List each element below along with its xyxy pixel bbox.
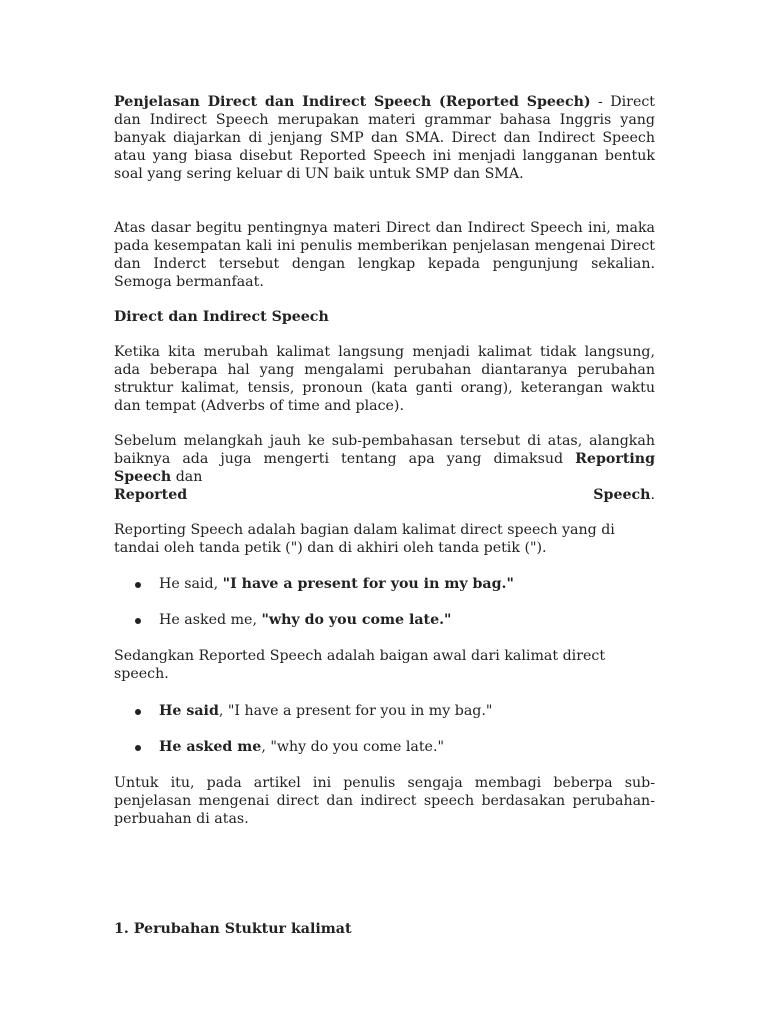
bullet-icon [135,709,141,715]
bullet-icon [135,618,141,624]
example-plain: , "I have a present for you in my bag." [218,703,493,719]
example-plain: , "why do you come late." [261,739,444,755]
sebelum-text-2: dan [171,469,203,485]
reported-term-b: Speech [593,487,651,503]
sebelum-paragraph [114,432,655,504]
list-item [114,575,655,593]
section-heading-perubahan: 1. Perubahan Stuktur kalimat [114,921,352,937]
section-heading-direct-indirect: Direct dan Indirect Speech [114,309,329,325]
reporting-paragraph: Reporting Speech adalah bagian dalam kalimat direct speech yang di tandai oleh tanda petik (") dan di akhiri oleh tanda petik ("). [114,522,615,556]
example-bold: He said [159,703,219,719]
list-item [114,702,655,720]
reported-term-a: Reported [114,487,188,503]
sebelum-text-1: Sebelum melangkah jauh ke sub-pembahasan tersebut di atas, alangkah baiknya ada juga mengerti tentang apa yang dimaksud [114,433,655,467]
sedangkan-paragraph: Sedangkan Reported Speech adalah baigan awal dari kalimat direct speech. [114,648,606,682]
example-bold: "I have a present for you in my bag." [222,576,514,592]
bullet-icon [135,582,141,588]
article-body [114,93,655,938]
example-bold: "why do you come late." [261,612,452,628]
list-item [114,738,655,756]
list-item [114,611,655,629]
example-plain: He said, [159,576,223,592]
atas-dasar-paragraph: Atas dasar begitu pentingnya materi Direct dan Indirect Speech ini, maka pada kesempatan kali ini penulis memberikan penjelasan mengenai Direct dan Inderct tersebut dengan lengkap kepada pengunjung sekalian. Semoga bermanfaat. [114,220,655,290]
example-bold: He asked me [159,739,262,755]
example-plain: He asked me, [159,612,262,628]
untuk-paragraph: Untuk itu, pada artikel ini penulis sengaja membagi beberpa sub-penjelasan mengenai direct dan indirect speech berdasakan perubahan-perbuahan di atas. [114,775,655,827]
reported-examples-list [114,702,655,756]
intro-lead-bold: Penjelasan Direct dan Indirect Speech (Reported Speech) [114,94,591,110]
bullet-icon [135,745,141,751]
sebelum-end: . [650,487,655,503]
intro-paragraph [114,93,655,183]
intro-lead-text: - Direct dan Indirect Speech merupakan materi grammar bahasa Inggris yang banyak diajarkan di jenjang SMP dan SMA. Direct dan Indirect Speech atau yang biasa disebut Reported Speech ini menjadi langganan bentuk soal yang sering keluar di UN baik untuk SMP dan SMA. [114,94,655,182]
sebelum-last-line [114,486,655,504]
reporting-speech-term: Reporting Speech [114,451,655,485]
reported-term-b-wrap [593,486,655,504]
sebelum-lines [114,432,655,486]
reporting-examples-list [114,575,655,629]
ketika-paragraph: Ketika kita merubah kalimat langsung menjadi kalimat tidak langsung, ada beberapa hal yang mengalami perubahan diantaranya perubahan struktur kalimat, tensis, pronoun (kata ganti orang), keterangan waktu dan tempat (Adverbs of time and place). [114,344,655,414]
